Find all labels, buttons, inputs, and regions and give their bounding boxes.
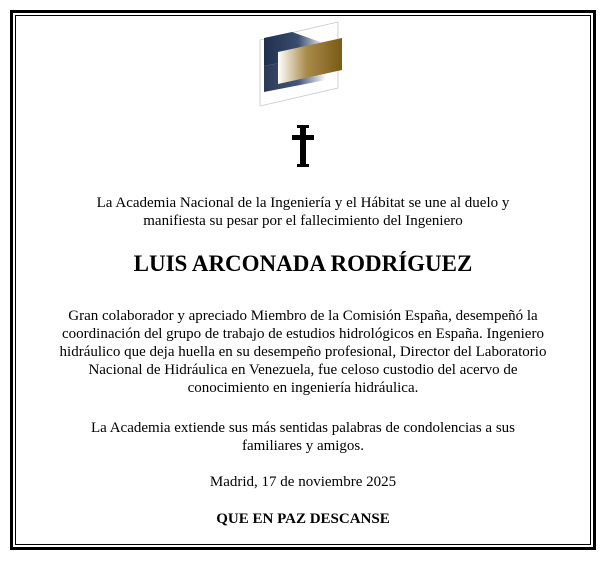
tribute-paragraph bbox=[40, 307, 566, 397]
tribute-line: conocimiento en ingeniería hidráulica. bbox=[187, 380, 419, 396]
deceased-name: LUIS ARCONADA RODRÍGUEZ bbox=[133, 251, 473, 276]
condolence-line: familiares y amigos. bbox=[241, 438, 365, 454]
place-date: Madrid, 17 de noviembre 2025 bbox=[209, 474, 397, 490]
intro-paragraph bbox=[40, 194, 566, 230]
intro-line: manifiesta su pesar por el fallecimiento del Ingeniero bbox=[143, 213, 463, 229]
closing-phrase: QUE EN PAZ DESCANSE bbox=[216, 511, 390, 527]
tribute-line: Gran colaborador y apreciado Miembro de la Comisión España, desempeñó la bbox=[68, 308, 538, 324]
condolence-paragraph bbox=[40, 419, 566, 455]
tribute-line: hidráulico que deja huella en su desempeño profesional, Director del Laboratorio bbox=[59, 344, 547, 360]
latin-cross-icon bbox=[290, 124, 316, 168]
tribute-line: coordinación del grupo de trabajo de estudios hidrológicos en España. Ingeniero bbox=[62, 326, 544, 342]
condolence-line: La Academia extiende sus más sentidas palabras de condolencias a sus bbox=[90, 420, 516, 436]
intro-line: La Academia Nacional de la Ingeniería y el Hábitat se une al duelo y bbox=[96, 195, 510, 211]
tribute-line: Nacional de Hidráulica en Venezuela, fue celoso custodio del acervo de bbox=[88, 362, 518, 378]
academy-logo bbox=[258, 18, 348, 108]
